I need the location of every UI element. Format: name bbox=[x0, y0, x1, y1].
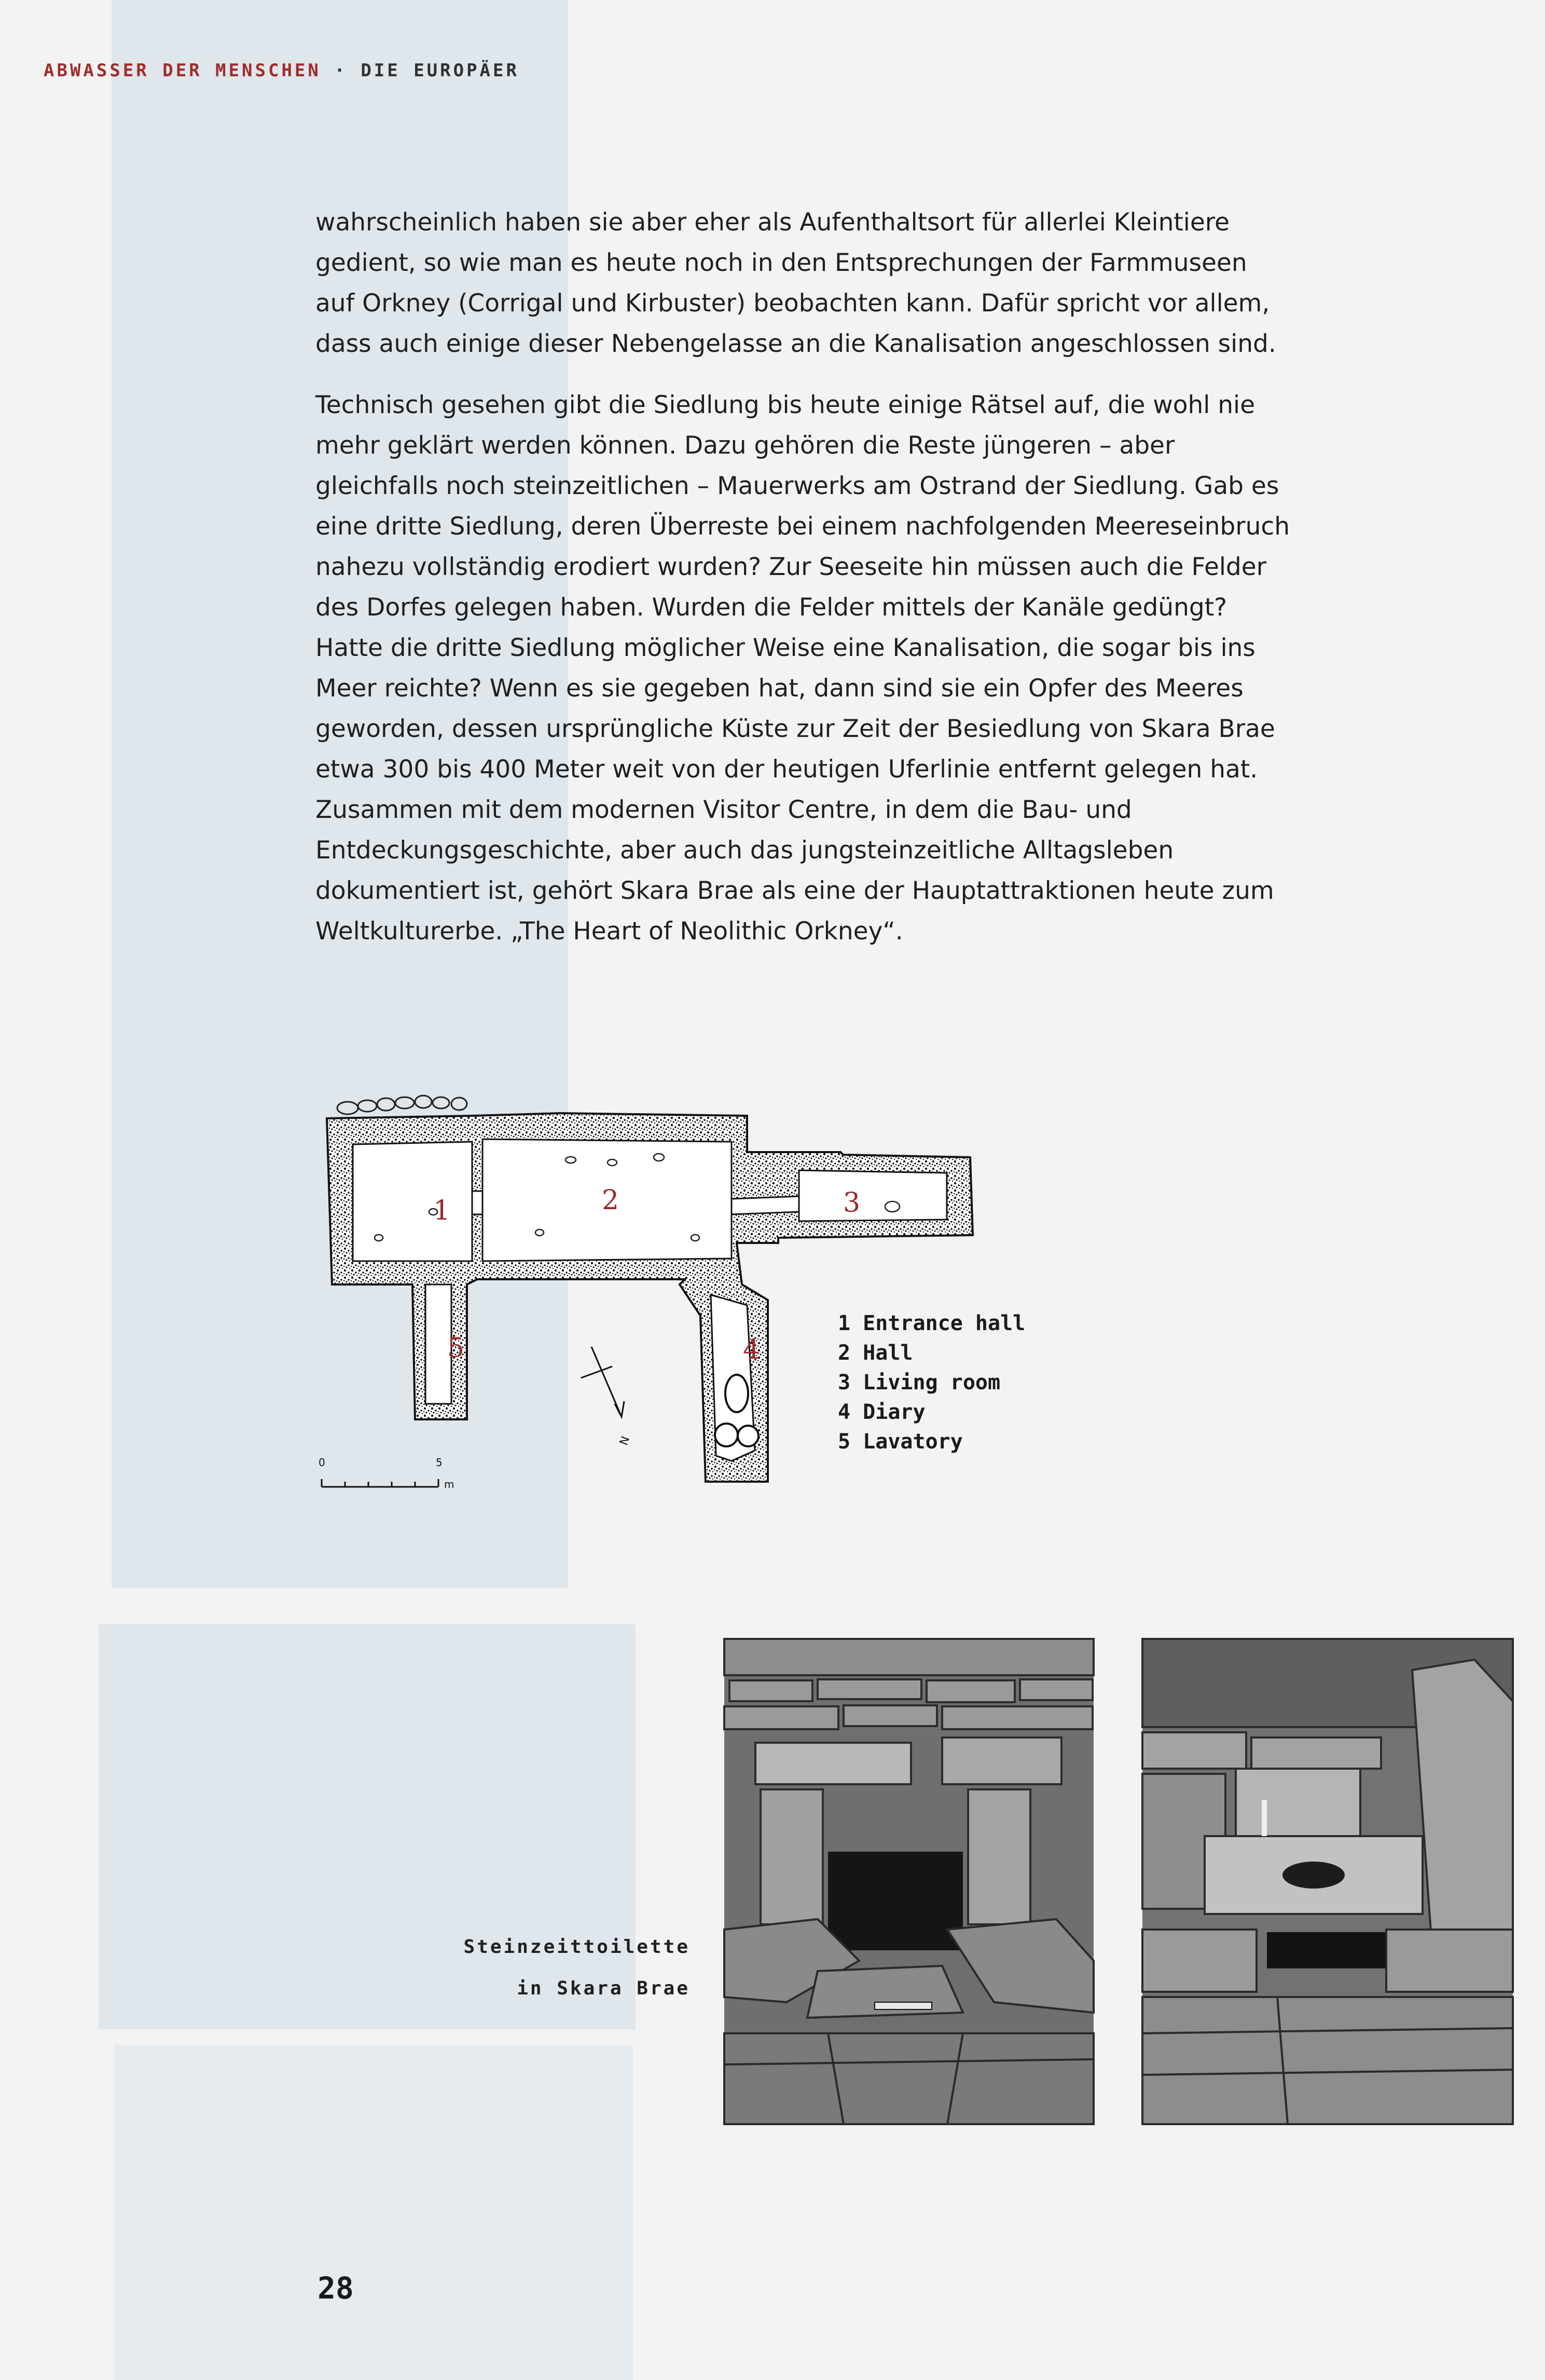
north-arrow bbox=[581, 1347, 624, 1417]
caption-line: in Skara Brae bbox=[517, 1978, 690, 1999]
legend-item: 3 Living room bbox=[838, 1371, 1001, 1394]
paragraph: wahrscheinlich haben sie aber eher als Aufenthaltsort für allerlei Kleintiere gedient, so wie man es heute noch in den Entsprechungen der Farmmuseen auf Orkney (Corrigal und Kirbuster) beobachten kann. Dafür spricht vor allem, dass auch einige dieser Nebengelasse an die Kanalisation angeschlossen sind. bbox=[315, 208, 1276, 358]
room-3 bbox=[799, 1170, 947, 1221]
scale-bar bbox=[322, 1479, 438, 1487]
stone-toilet-photo-2 bbox=[1142, 1639, 1513, 2124]
corridor bbox=[472, 1191, 482, 1214]
room-number-5: 5 bbox=[447, 1333, 465, 1364]
scale-start-label: 0 bbox=[319, 1456, 325, 1469]
room-number-1: 1 bbox=[433, 1195, 451, 1226]
stone-toilet-photo-1 bbox=[724, 1639, 1094, 2124]
running-head-chapter: DIE EUROPÄER bbox=[361, 60, 519, 81]
legend-item: 5 Lavatory bbox=[838, 1430, 963, 1454]
running-head-separator: · bbox=[334, 60, 348, 81]
legend-item: 2 Hall bbox=[838, 1341, 913, 1365]
page-number: 28 bbox=[318, 2270, 354, 2306]
running-head-section: ABWASSER DER MENSCHEN bbox=[44, 60, 321, 81]
photo-caption bbox=[464, 1926, 690, 2009]
rubble bbox=[337, 1096, 467, 1114]
scale-unit-label: m bbox=[444, 1478, 454, 1490]
north-label: N bbox=[617, 1434, 633, 1447]
passage bbox=[732, 1196, 799, 1214]
running-head bbox=[44, 60, 519, 81]
room-number-4: 4 bbox=[743, 1334, 761, 1365]
room-number-2: 2 bbox=[602, 1185, 619, 1216]
room-1 bbox=[353, 1142, 472, 1261]
body-text bbox=[315, 202, 1291, 973]
paragraph: Technisch gesehen gibt die Siedlung bis heute einige Rätsel auf, die wohl nie mehr geklärt werden können. Dazu gehören die Reste jüngeren – aber gleichfalls noch steinzeitlichen – Mauerwerks am Ostrand der Siedlung. Gab es eine dritte Siedlung, deren Überreste bei einem nachfolgenden Meereseinbruch nahezu vollständig erodiert wurden? Zur Seeseite hin müssen auch die Felder des Dorfes gelegen haben. Wurden die Felder mittels der Kanäle gedüngt? Hatte die dritte Siedlung möglicher Weise eine Kanalisation, die sogar bis ins Meer reichte? Wenn es sie gegeben hat, dann sind sie ein Opfer des Meeres geworden, dessen ursprüngliche Küste zur Zeit der Besiedlung von Skara Brae etwa 300 bis 400 Meter weit von der heutigen Uferlinie entfernt gelegen hat. Zusammen mit dem modernen Visitor Centre, in dem die Bau- und Entdeckungsgeschichte, aber auch das jungsteinzeitliche Alltagsleben dokumentiert ist, gehört Skara Brae als eine der Hauptattraktionen heute zum Weltkulturerbe. „The Heart of Neolithic Orkney“. bbox=[315, 391, 1290, 946]
caption-line: Steinzeittoilette bbox=[463, 1936, 690, 1958]
room-number-3: 3 bbox=[843, 1187, 861, 1219]
legend-item: 4 Diary bbox=[838, 1400, 926, 1424]
legend-item: 1 Entrance hall bbox=[838, 1311, 1026, 1335]
plan-legend bbox=[838, 1309, 1025, 1457]
scale-mid-label: 5 bbox=[436, 1456, 443, 1469]
background-strip bbox=[114, 2045, 633, 2380]
